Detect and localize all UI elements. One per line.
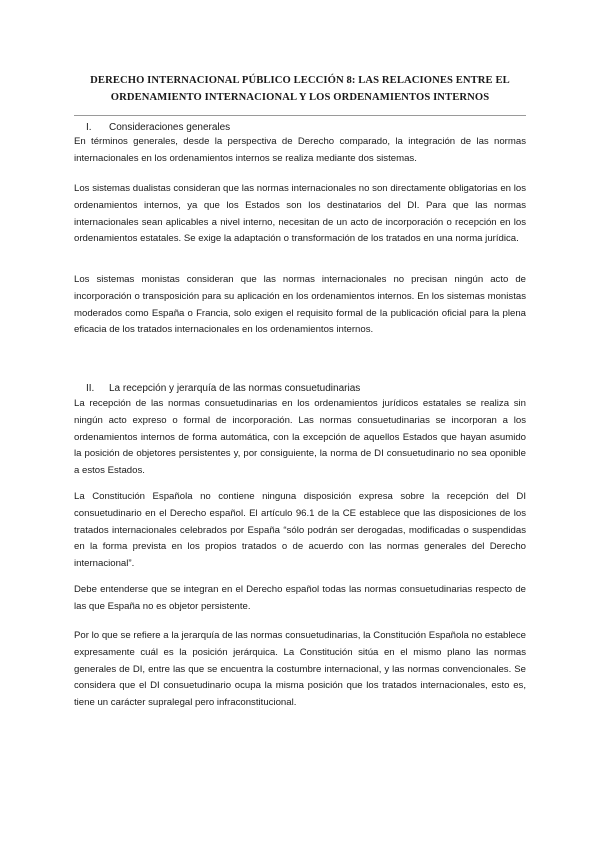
paragraph: La recepción de las normas consuetudinarias en los ordenamientos jurídicos estatales se realiza sin ningún acto expreso o formal de incorporación. Las normas consuetudinarias se incorporan a los ordenamientos internos de forma automática, con la excepción de aquellos Estados que hayan asumido la posición de objetores persistentes y, por consiguiente, la norma de DI consuetudinario no sea oponible a estos Estados. bbox=[74, 398, 526, 477]
paragraph: Por lo que se refiere a la jerarquía de las normas consuetudinarias, la Constitución Española no establece expresamente cuál es la posición jerárquica. La Constitución sitúa en el mismo plano las normas generales de DI, entre las que se encuentra la costumbre internacional, y las normas convencionales. Se considera que el DI consuetudinario ocupa la misma posición que los tratados internacionales, esto es, tiene un carácter supralegal pero infraconstitucional. bbox=[74, 630, 526, 709]
title-divider bbox=[74, 115, 526, 116]
title-line-2: ORDENAMIENTO INTERNACIONAL Y LOS ORDENAMIENTOS INTERNOS bbox=[110, 92, 490, 103]
section-title: Consideraciones generales bbox=[109, 122, 231, 133]
paragraph: Debe entenderse que se integran en el Derecho español todas las normas consuetudinarias respecto de las que España no es objetor persistente. bbox=[74, 584, 526, 612]
paragraph: Los sistemas dualistas consideran que las normas internacionales no son directamente obligatorias en los ordenamientos internos, ya que los Estados son los destinatarios del DI. Para que las normas internacionales sean aplicables a nivel interno, necesitan de un acto de incorporación o recepción en los ordenamientos estatales. Se exige la adaptación o transformación de los tratados en una norma jurídica. bbox=[74, 183, 526, 245]
section-title: La recepción y jerarquía de las normas consuetudinarias bbox=[109, 383, 361, 394]
paragraph: Los sistemas monistas consideran que las normas internacionales no precisan ningún acto de incorporación o transposición para su aplicación en los ordenamientos internos. En los sistemas monistas moderados como España o Francia, solo exigen el requisito formal de la publicación oficial para la plena eficacia de los tratados internacionales en los ordenamientos internos. bbox=[74, 274, 526, 336]
section-number: II. bbox=[86, 383, 95, 394]
document-title bbox=[74, 72, 526, 106]
section-number: I. bbox=[86, 122, 92, 133]
title-line-1: DERECHO INTERNACIONAL PÚBLICO LECCIÓN 8: LAS RELACIONES ENTRE EL bbox=[90, 75, 510, 86]
paragraph: La Constitución Española no contiene ninguna disposición expresa sobre la recepción del DI consuetudinario en el Derecho español. El artículo 96.1 de la CE establece que las disposiciones de los tratados internacionales celebrados por España “sólo podrán ser derogadas, modificadas o suspendidas en la forma prevista en los propios tratados o de acuerdo con las normas generales del Derecho internacional”. bbox=[74, 491, 526, 570]
paragraph: En términos generales, desde la perspectiva de Derecho comparado, la integración de las normas internacionales en los ordenamientos internos se realiza mediante dos sistemas. bbox=[74, 136, 526, 164]
